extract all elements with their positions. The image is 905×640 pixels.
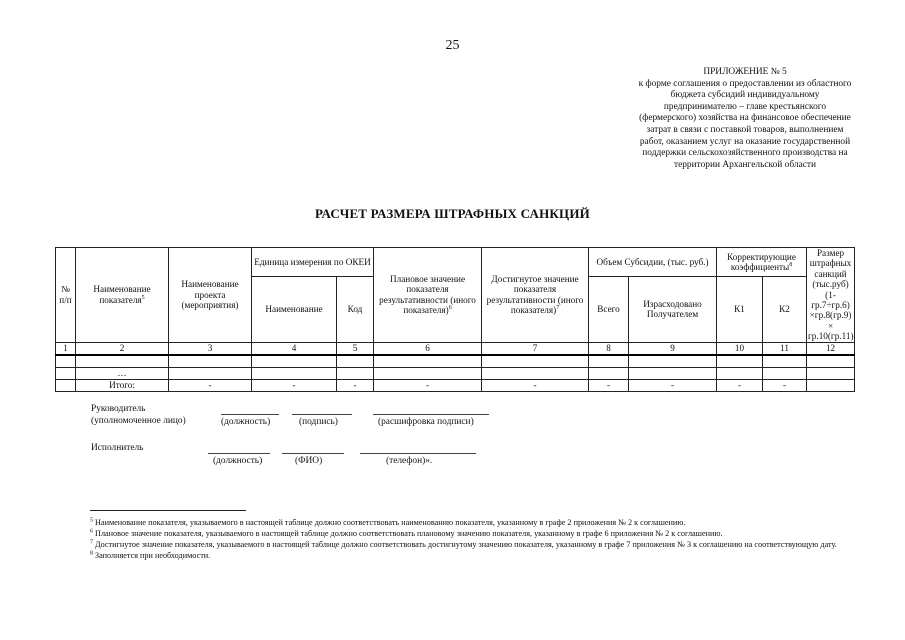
header-unit-name: Наименование [252,277,337,343]
table-cell [589,355,629,368]
position-caption: (должность) [221,417,271,427]
footnote: $^5$ Наименование показателя, указываемого в настоящей таблице должно соответствовать наименованию показателя, указанному в графе 2 приложения № 2 к соглашению. [90,517,686,527]
exec-position-caption: (должность) [213,456,263,466]
appendix-line: предпринимателю – главе крестьянского [663,101,827,112]
header-achieved: Достигнутое значение показателя результативности (иного показателя)$^7$ [482,248,589,343]
footnote-separator [90,510,246,511]
ellipsis-cell: … [76,367,169,379]
table-cell [252,355,337,368]
phone-caption: (телефон)». [386,456,433,466]
column-number: 6 [374,342,482,355]
decoding-line [373,414,489,415]
header-subsidy: Объем Субсидии, (тыс. руб.) [589,248,717,277]
total-cell: - [252,379,337,391]
executor-label: Исполнитель [91,443,144,453]
column-number: 1 [56,342,76,355]
total-cell: - [589,379,629,391]
head-sub-label: (уполномоченное лицо) [91,416,186,426]
table-cell [763,367,807,379]
header-num: № п/п [56,248,76,343]
header-subsidy-total: Всего [589,277,629,343]
header-coef: Корректирующие коэффициенты$^8$ [717,248,807,277]
column-number: 9 [629,342,717,355]
column-number: 12 [807,342,855,355]
table-row [56,367,855,379]
header-penalty: Размер штрафных санкций (тыс.руб) (1-гр.7÷гр.6) ×гр.8(гр.9) × гр.10(гр.11) [808,248,854,342]
appendix-line: (фермерского) хозяйства на финансовое обеспечение [639,113,851,124]
appendix-line: к форме соглашения о предоставлении из областного [638,78,852,89]
head-label: Руководитель [91,404,146,414]
table-cell [717,367,763,379]
total-cell: - [169,379,252,391]
header-unit: Единица измерения по ОКЕИ [252,248,374,277]
total-cell: - [717,379,763,391]
fio-line [282,453,344,454]
table-cell [482,355,589,368]
table-cell [807,379,855,391]
table-cell [337,355,374,368]
document-title: РАСЧЕТ РАЗМЕРА ШТРАФНЫХ САНКЦИЙ [315,206,590,221]
table-cell [807,367,855,379]
appendix-line: затрат в связи с поставкой товаров, выполнением [646,124,844,135]
table-cell [629,355,717,368]
table-cell [56,379,76,391]
column-number: 10 [717,342,763,355]
decoding-caption: (расшифровка подписи) [378,417,474,427]
table-cell [763,355,807,368]
phone-line [360,453,476,454]
table-cell [374,367,482,379]
column-number: 3 [169,342,252,355]
appendix-line: бюджета субсидий индивидуальному [670,90,820,101]
header-subsidy-spent: Израсходовано Получателем [629,277,717,343]
appendix-title: ПРИЛОЖЕНИЕ № 5 [703,67,787,77]
table-cell [629,367,717,379]
table-cell [56,367,76,379]
column-number: 7 [482,342,589,355]
table-cell [589,367,629,379]
exec-position-line [208,453,270,454]
column-number-row [56,342,855,355]
signature-line [292,414,352,415]
header-k1: К1 [717,277,763,343]
total-cell: - [337,379,374,391]
column-number: 5 [337,342,374,355]
header-unit-code: Код [337,277,374,343]
footnote: $^6$ Плановое значение показателя, указываемого в настоящей таблице должно соответствовать плановому значению показателя, указанному в графе 6 приложения № 2 к соглашению. [90,528,723,538]
table-cell [482,367,589,379]
header-indicator: Наименование показателя$^5$ [76,248,169,343]
sanctions-table [55,247,855,392]
footnote: $^7$ Достигнутое значение показателя, указываемого в настоящей таблице должно соответствовать достигнутому значению показателя, указанному в графе 7 приложения № 3 к соглашению на соответствующую дату. [90,539,837,549]
header-k2: К2 [763,277,807,343]
appendix-line: работ, оказанием услуг на оказание государственной [639,136,851,147]
signature-caption: (подпись) [299,417,338,427]
total-row [56,379,855,391]
column-number: 8 [589,342,629,355]
header-row [56,248,855,277]
fio-caption: (ФИО) [295,456,323,466]
total-cell: - [763,379,807,391]
header-project: Наименование проекта (мероприятия) [169,248,252,343]
total-cell: - [482,379,589,391]
header-planned: Плановое значение показателя результативности (иного показателя)$^6$ [374,248,482,343]
column-number: 4 [252,342,337,355]
appendix-header [600,67,890,171]
page-number: 25 [445,38,460,53]
appendix-line: поддержки сельскохозяйственного производства на [642,148,848,159]
total-cell: - [374,379,482,391]
column-number: 11 [763,342,807,355]
table-cell [56,355,76,368]
table-cell [337,367,374,379]
table-cell [169,367,252,379]
total-label: Итого: [76,379,169,391]
table-row [56,355,855,368]
table-cell [252,367,337,379]
table-cell [717,355,763,368]
position-line [221,414,279,415]
footnote: $^8$ Заполняется при необходимости. [90,550,211,560]
table-cell [76,355,169,368]
column-number: 2 [76,342,169,355]
table-cell [169,355,252,368]
table-cell [374,355,482,368]
appendix-line: территории Архангельской области [673,159,817,170]
footnotes [90,517,870,561]
total-cell: - [629,379,717,391]
table-cell [807,355,855,368]
